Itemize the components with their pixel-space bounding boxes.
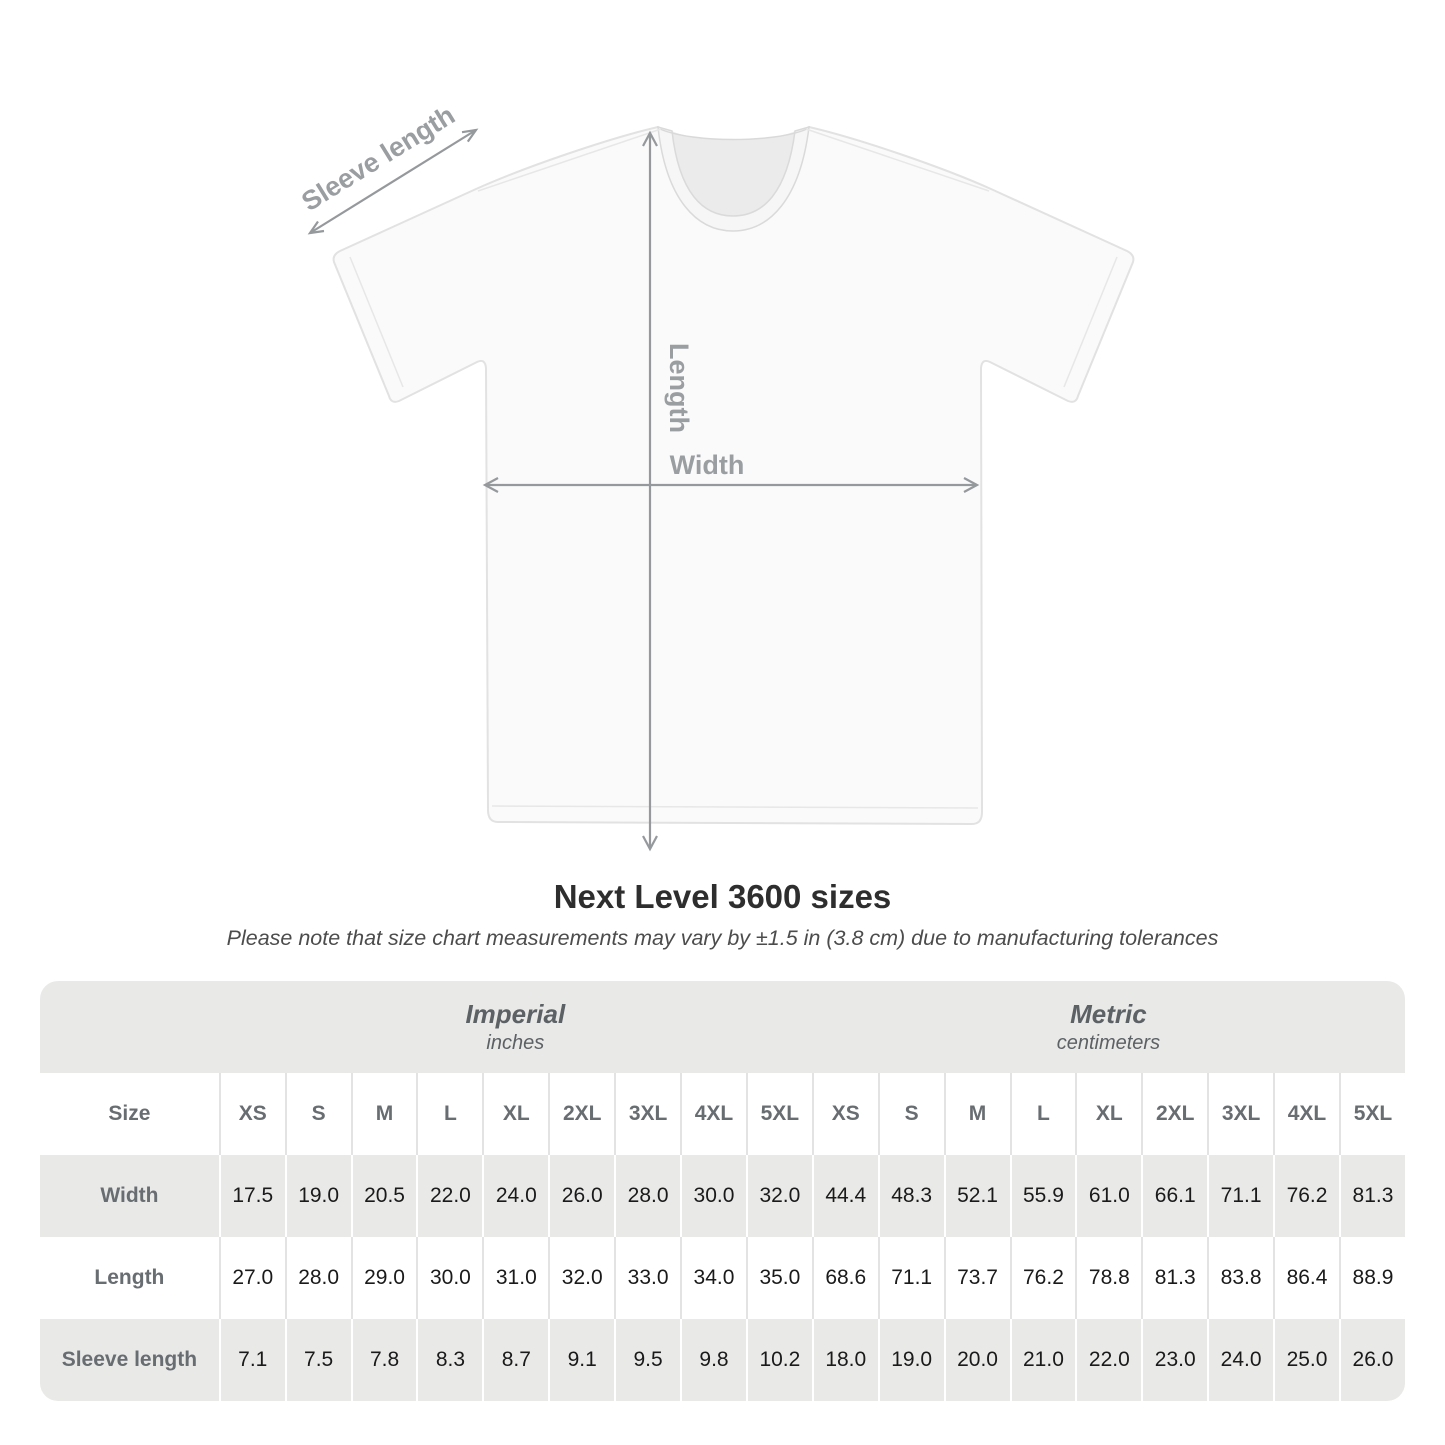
measurement-value-cell: 61.0	[1075, 1155, 1141, 1237]
sleeve-length-label: Sleeve length	[296, 99, 461, 217]
measurement-value-cell: 28.0	[285, 1237, 351, 1319]
measurement-value-cell: 24.0	[482, 1155, 548, 1237]
measurement-value-cell: 32.0	[548, 1237, 614, 1319]
measurement-value-cell: 26.0	[548, 1155, 614, 1237]
measurement-value-cell: 29.0	[351, 1237, 417, 1319]
measurement-value-cell: 20.5	[351, 1155, 417, 1237]
measurement-value-cell: 21.0	[1010, 1319, 1076, 1401]
measurement-row	[40, 1155, 1405, 1237]
metric-group-unit: centimeters	[1056, 1032, 1161, 1055]
measurement-value-cell: 8.7	[482, 1319, 548, 1401]
imperial-group-title: Imperial	[465, 998, 566, 1029]
measurement-value-cell: 71.1	[878, 1237, 944, 1319]
measurement-value-cell: 23.0	[1141, 1319, 1207, 1401]
size-header-cell: L	[1010, 1073, 1076, 1155]
length-label: Length	[664, 343, 694, 433]
size-table	[40, 981, 1405, 1401]
size-header-cell: 4XL	[1273, 1073, 1339, 1155]
measurement-value-cell: 19.0	[878, 1319, 944, 1401]
measurement-value-cell: 18.0	[812, 1319, 878, 1401]
size-header-row	[40, 1073, 1405, 1155]
measurement-value-cell: 22.0	[416, 1155, 482, 1237]
measurement-value-cell: 9.1	[548, 1319, 614, 1401]
measurement-value-cell: 17.5	[219, 1155, 285, 1237]
measurement-value-cell: 25.0	[1273, 1319, 1339, 1401]
measurement-value-cell: 81.3	[1141, 1237, 1207, 1319]
measurement-value-cell: 8.3	[416, 1319, 482, 1401]
measurement-value-cell: 28.0	[614, 1155, 680, 1237]
size-header-cell: S	[878, 1073, 944, 1155]
measurement-row	[40, 1319, 1405, 1401]
tolerance-note: Please note that size chart measurements may vary by ±1.5 in (3.8 cm) due to manufacturing tolerances	[226, 926, 1219, 950]
measurement-value-cell: 55.9	[1010, 1155, 1076, 1237]
measurement-value-cell: 33.0	[614, 1237, 680, 1319]
page-title: Next Level 3600 sizes	[553, 878, 892, 915]
unit-group-header-row	[40, 981, 1405, 1073]
measurement-value-cell: 86.4	[1273, 1237, 1339, 1319]
size-header-cell: 2XL	[548, 1073, 614, 1155]
measurement-value-cell: 52.1	[944, 1155, 1010, 1237]
measurement-value-cell: 27.0	[219, 1237, 285, 1319]
metric-group-title: Metric	[1070, 998, 1147, 1029]
size-header-cell: 4XL	[680, 1073, 746, 1155]
measurement-value-cell: 20.0	[944, 1319, 1010, 1401]
measurement-value-cell: 73.7	[944, 1237, 1010, 1319]
imperial-group-unit: inches	[486, 1032, 545, 1055]
corner-cell	[40, 981, 219, 1073]
size-column-label: Size	[40, 1073, 219, 1155]
measurement-value-cell: 7.1	[219, 1319, 285, 1401]
measurement-value-cell: 19.0	[285, 1155, 351, 1237]
size-grid	[40, 981, 1405, 1401]
size-header-cell: 5XL	[1339, 1073, 1405, 1155]
size-header-cell: 3XL	[1207, 1073, 1273, 1155]
measurement-row	[40, 1237, 1405, 1319]
measurement-value-cell: 88.9	[1339, 1237, 1405, 1319]
size-header-cell: XL	[482, 1073, 548, 1155]
width-label: Width	[669, 450, 745, 480]
size-header-cell: 2XL	[1141, 1073, 1207, 1155]
size-header-cell: 5XL	[746, 1073, 812, 1155]
size-header-cell: S	[285, 1073, 351, 1155]
measurement-value-cell: 34.0	[680, 1237, 746, 1319]
measurement-value-cell: 31.0	[482, 1237, 548, 1319]
measurement-value-cell: 76.2	[1010, 1237, 1076, 1319]
size-header-cell: L	[416, 1073, 482, 1155]
measurement-value-cell: 32.0	[746, 1155, 812, 1237]
measurement-row-label: Sleeve length	[40, 1319, 219, 1401]
measurement-row-label: Length	[40, 1237, 219, 1319]
size-header-cell: M	[944, 1073, 1010, 1155]
measurement-value-cell: 10.2	[746, 1319, 812, 1401]
measurement-value-cell: 24.0	[1207, 1319, 1273, 1401]
measurement-value-cell: 68.6	[812, 1237, 878, 1319]
measurement-value-cell: 83.8	[1207, 1237, 1273, 1319]
measurement-value-cell: 48.3	[878, 1155, 944, 1237]
size-header-cell: XS	[812, 1073, 878, 1155]
measurement-value-cell: 9.8	[680, 1319, 746, 1401]
imperial-group-header	[219, 981, 812, 1073]
measurement-value-cell: 30.0	[680, 1155, 746, 1237]
measurement-value-cell: 26.0	[1339, 1319, 1405, 1401]
measurement-value-cell: 30.0	[416, 1237, 482, 1319]
measurement-value-cell: 66.1	[1141, 1155, 1207, 1237]
measurement-value-cell: 71.1	[1207, 1155, 1273, 1237]
measurement-value-cell: 7.8	[351, 1319, 417, 1401]
measurement-value-cell: 44.4	[812, 1155, 878, 1237]
heading-block	[0, 878, 1445, 951]
measurement-value-cell: 7.5	[285, 1319, 351, 1401]
measurement-value-cell: 76.2	[1273, 1155, 1339, 1237]
measurement-value-cell: 81.3	[1339, 1155, 1405, 1237]
measurement-value-cell: 9.5	[614, 1319, 680, 1401]
size-header-cell: XL	[1075, 1073, 1141, 1155]
measurement-value-cell: 35.0	[746, 1237, 812, 1319]
measurement-value-cell: 78.8	[1075, 1237, 1141, 1319]
size-header-cell: 3XL	[614, 1073, 680, 1155]
size-header-cell: M	[351, 1073, 417, 1155]
size-header-cell: XS	[219, 1073, 285, 1155]
measurement-value-cell: 22.0	[1075, 1319, 1141, 1401]
metric-group-header	[812, 981, 1405, 1073]
measurement-row-label: Width	[40, 1155, 219, 1237]
